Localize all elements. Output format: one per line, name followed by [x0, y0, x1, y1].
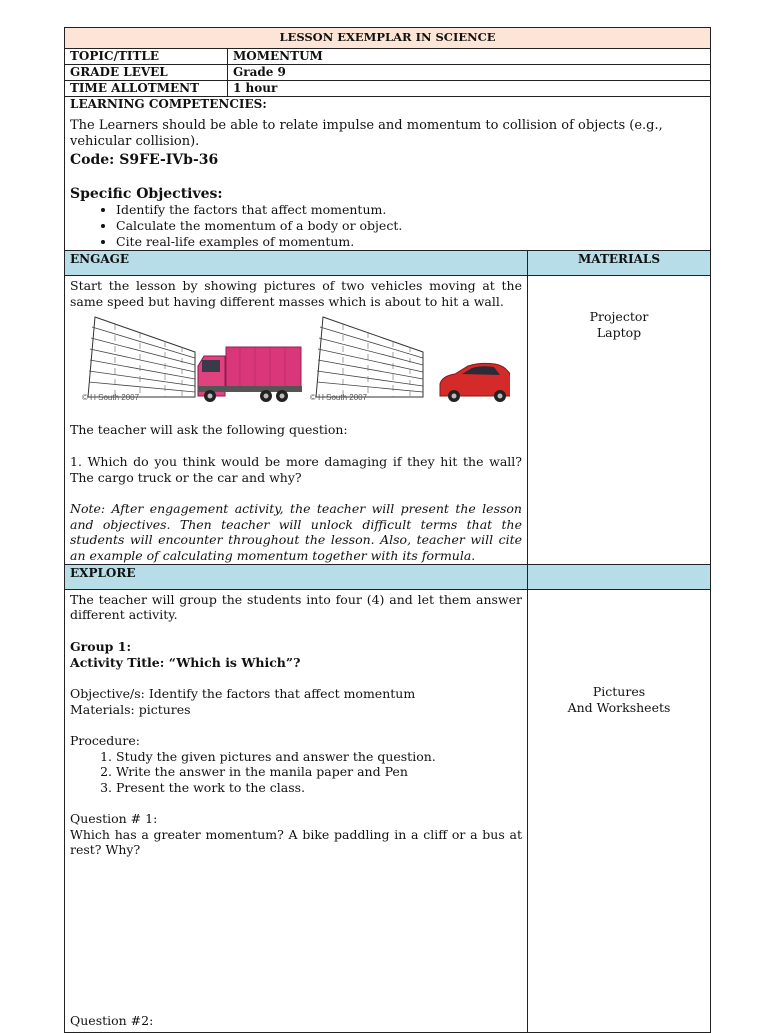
topic-label: TOPIC/TITLE [65, 49, 228, 65]
material-item: Laptop [596, 325, 642, 340]
explore-materials [528, 589, 711, 1032]
procedure-step: 1. Study the given pictures and answer the question. [116, 749, 522, 765]
grade-value: Grade 9 [228, 65, 711, 81]
objective-item: • Identify the factors that affect momentum. [116, 202, 705, 218]
objective-item: • Cite real-life examples of momentum. [116, 234, 705, 250]
explore-label: EXPLORE [65, 564, 528, 589]
lesson-exemplar-table [64, 27, 710, 1033]
truck-and-car-illustration [70, 314, 510, 412]
explore-intro: The teacher will group the students into four (4) and let them answer different activity. [70, 591, 522, 623]
procedure-step: 2. Write the answer in the manila paper and Pen [116, 764, 522, 780]
engage-question-1: 1. Which do you think would be more damaging if they hit the wall? The cargo truck or the car and why? [70, 453, 522, 485]
objectives-list [70, 202, 705, 250]
grade-row [65, 65, 711, 81]
vehicle-wall-pictures [70, 314, 522, 412]
question-1-label: Question # 1: [70, 810, 158, 826]
procedure-list [70, 749, 522, 796]
activity-title: Activity Title: “Which is Which”? [70, 654, 301, 670]
question-2-label: Question #2: [70, 1012, 154, 1028]
explore-content [65, 589, 528, 1032]
competency-code: Code: S9FE-IVb-36 [70, 152, 219, 168]
cargo-truck-icon [198, 347, 302, 402]
explore-band [65, 564, 711, 589]
topic-value: MOMENTUM [228, 49, 711, 65]
competencies-text: The Learners should be able to relate impulse and momentum to collision of objects (e.g., vehicular collision). [70, 118, 663, 149]
activity-objective: Objective/s: Identify the factors that affect momentum [70, 685, 416, 701]
engage-intro: Start the lesson by showing pictures of two vehicles moving at the same speed but having different masses which is about to hit a wall. [70, 278, 522, 309]
material-item: Projector [589, 309, 649, 324]
topic-row [65, 49, 711, 65]
material-item: And Worksheets [567, 699, 671, 715]
time-value: 1 hour [228, 81, 711, 97]
engage-materials [528, 276, 711, 565]
procedure-step: 3. Present the work to the class. [116, 780, 522, 796]
activity-materials: Materials: pictures [70, 701, 191, 717]
brick-wall-icon [88, 317, 195, 397]
engage-band [65, 251, 711, 276]
grade-label: GRADE LEVEL [65, 65, 228, 81]
watermark-text: © H South 2007 [310, 393, 368, 403]
procedure-label: Procedure: [70, 732, 140, 748]
watermark-text: © H South 2007 [82, 393, 140, 403]
materials-header: MATERIALS [528, 251, 711, 276]
material-item: Pictures [592, 683, 646, 699]
explore-materials-header [528, 564, 711, 589]
engage-label: ENGAGE [65, 251, 528, 276]
document-title: LESSON EXEMPLAR IN SCIENCE [65, 28, 711, 49]
competencies-label: LEARNING COMPETENCIES: [70, 97, 267, 111]
time-label: TIME ALLOTMENT [65, 81, 228, 97]
time-row [65, 81, 711, 97]
group-label: Group 1: [70, 638, 132, 654]
question-intro: The teacher will ask the following question: [70, 422, 348, 438]
car-icon [440, 364, 510, 403]
brick-wall-icon [316, 317, 423, 397]
question-1-text: Which has a greater momentum? A bike paddling in a cliff or a bus at rest? Why? [70, 826, 522, 858]
objectives-label: Specific Objectives: [70, 186, 223, 202]
engage-content [65, 276, 528, 565]
engage-note: Note: After engagement activity, the teacher will present the lesson and objectives. Then teacher will unlock difficult terms that the students will encounter throughout the lesson. Also, teacher will cite an example of calculating momentum together with its formula. [70, 500, 522, 563]
competencies-cell [65, 97, 711, 251]
objective-item: • Calculate the momentum of a body or object. [116, 218, 705, 234]
